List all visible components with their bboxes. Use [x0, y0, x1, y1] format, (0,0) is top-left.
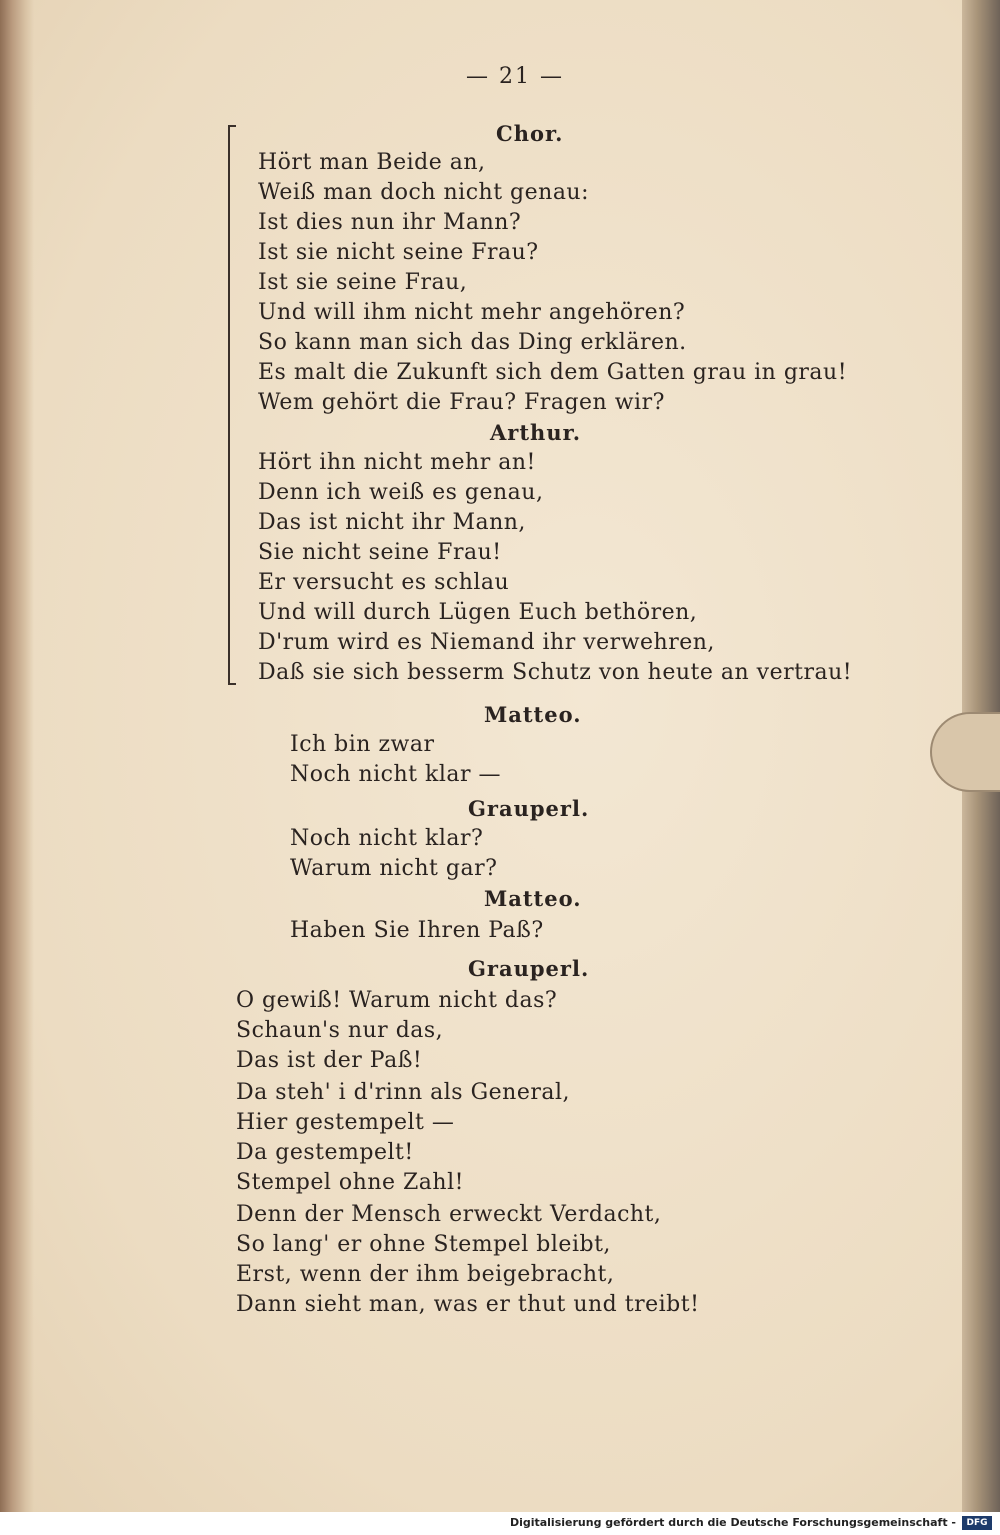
verse-line: Und will ihm nicht mehr angehören? [258, 300, 686, 325]
verse-line: Da gestempelt! [236, 1140, 414, 1165]
verse-line: Hört man Beide an, [258, 150, 486, 175]
chorus-bracket [228, 125, 240, 685]
verse-line: Daß sie sich besserm Schutz von heute an vertrau! [258, 660, 853, 685]
verse-line: Ist sie seine Frau, [258, 270, 468, 295]
verse-line: Dann sieht man, was er thut und treibt! [236, 1292, 700, 1317]
verse-line: Hier gestempelt — [236, 1110, 455, 1135]
verse-line: Das ist nicht ihr Mann, [258, 510, 526, 535]
verse-line: Da steh' i d'rinn als General, [236, 1080, 571, 1105]
verse-line: So kann man sich das Ding erklären. [258, 330, 687, 355]
speaker-matteo: Matteo. [484, 886, 582, 911]
verse-line: O gewiß! Warum nicht das? [236, 988, 558, 1013]
verse-line: Hört ihn nicht mehr an! [258, 450, 536, 475]
speaker-arthur: Arthur. [490, 420, 582, 445]
digitization-footer [0, 1512, 1000, 1535]
verse-line: Denn der Mensch erweckt Verdacht, [236, 1202, 662, 1227]
verse-line: Warum nicht gar? [290, 856, 498, 881]
speaker-chor: Chor. [496, 121, 564, 146]
speaker-grauperl: Grauperl. [468, 796, 590, 821]
verse-line: Stempel ohne Zahl! [236, 1170, 464, 1195]
verse-line: Ist sie nicht seine Frau? [258, 240, 539, 265]
verse-line: Ist dies nun ihr Mann? [258, 210, 522, 235]
dfg-logo: DFG [962, 1516, 992, 1530]
verse-line: Noch nicht klar — [290, 762, 502, 787]
verse-line: Haben Sie Ihren Paß? [290, 918, 544, 943]
speaker-matteo: Matteo. [484, 702, 582, 727]
page-tab [930, 712, 1000, 792]
verse-line: So lang' er ohne Stempel bleibt, [236, 1232, 611, 1257]
binding-shadow [0, 0, 34, 1535]
verse-line: Sie nicht seine Frau! [258, 540, 502, 565]
page-number: — 21 — [466, 64, 564, 89]
verse-line: Das ist der Paß! [236, 1048, 423, 1073]
verse-line: Es malt die Zukunft sich dem Gatten grau in grau! [258, 360, 848, 385]
footer-text: Digitalisierung gefördert durch die Deutsche Forschungsgemeinschaft - [509, 1516, 956, 1529]
verse-line: Weiß man doch nicht genau: [258, 180, 590, 205]
verse-line: Schaun's nur das, [236, 1018, 444, 1043]
verse-line: Er versucht es schlau [258, 570, 510, 595]
speaker-grauperl: Grauperl. [468, 956, 590, 981]
verse-line: Und will durch Lügen Euch bethören, [258, 600, 698, 625]
verse-line: Wem gehört die Frau? Fragen wir? [258, 390, 665, 415]
verse-line: Noch nicht klar? [290, 826, 484, 851]
verse-line: D'rum wird es Niemand ihr verwehren, [258, 630, 715, 655]
verse-line: Ich bin zwar [290, 732, 435, 757]
verse-line: Erst, wenn der ihm beigebracht, [236, 1262, 615, 1287]
verse-line: Denn ich weiß es genau, [258, 480, 544, 505]
